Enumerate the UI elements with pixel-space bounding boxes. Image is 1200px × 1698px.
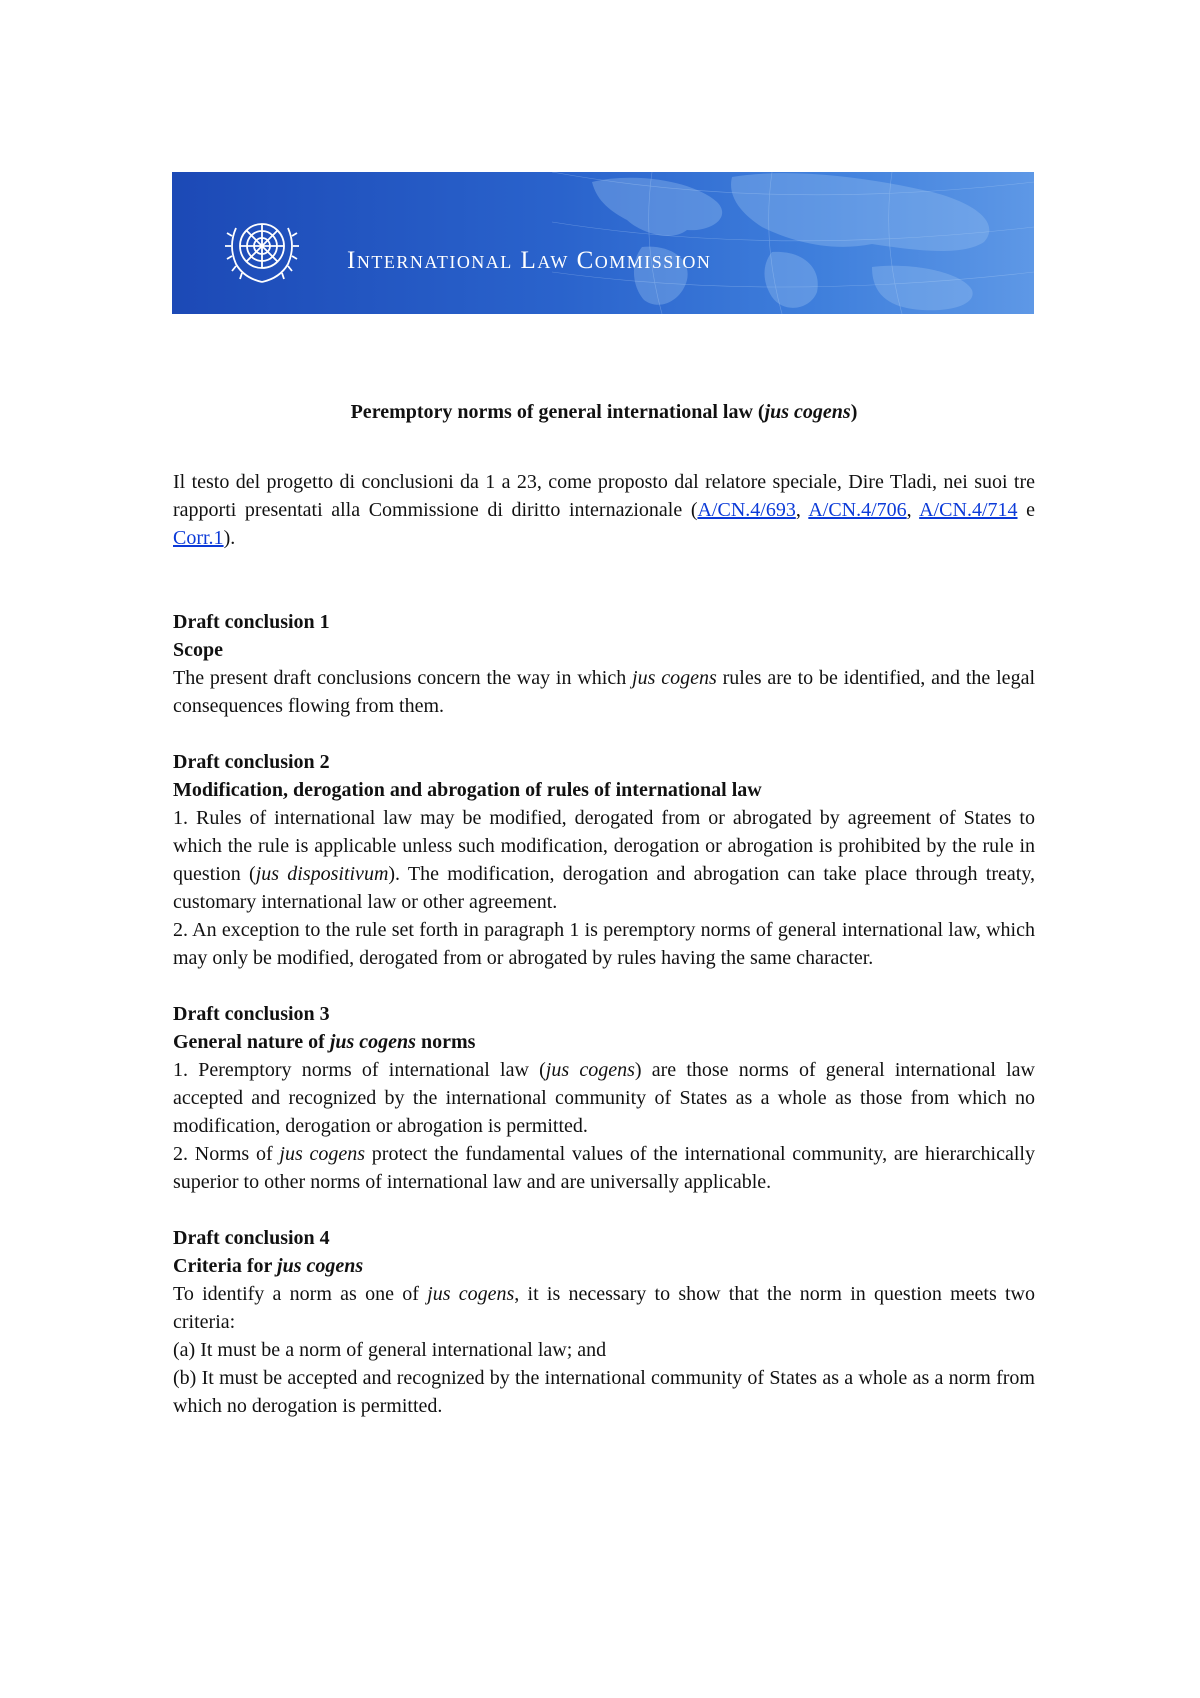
section-subtitle: General nature of jus cogens norms — [173, 1031, 476, 1053]
link-a-cn4-706[interactable]: A/CN.4/706 — [808, 499, 907, 521]
link-a-cn4-714[interactable]: A/CN.4/714 — [919, 499, 1018, 521]
section-subtitle: Criteria for jus cogens — [173, 1255, 364, 1277]
draft-conclusion-2 — [173, 748, 1035, 972]
section-subtitle: Modification, derogation and abrogation of rules of international law — [173, 779, 762, 801]
draft-conclusion-4 — [173, 1224, 1035, 1420]
section-heading: Draft conclusion 3 — [173, 1003, 330, 1025]
section-heading: Draft conclusion 1 — [173, 611, 330, 633]
section-paragraph: The present draft conclusions concern the way in which jus cogens rules are to be identified, and the legal consequences flowing from them. — [173, 667, 1035, 717]
section-subtitle: Scope — [173, 639, 223, 661]
section-paragraph: (b) It must be accepted and recognized by the international community of States as a whole as a norm from which no derogation is permitted. — [173, 1367, 1035, 1417]
draft-conclusion-1 — [173, 608, 1035, 720]
document-body — [173, 398, 1035, 1448]
section-paragraph: 2. Norms of jus cogens protect the fundamental values of the international community, are hierarchically superior to other norms of international law and are universally applicable. — [173, 1143, 1035, 1193]
draft-conclusion-3 — [173, 1000, 1035, 1196]
section-heading: Draft conclusion 4 — [173, 1227, 330, 1249]
document-title: Peremptory norms of general international law (jus cogens) — [350, 401, 858, 423]
link-a-cn4-693[interactable]: A/CN.4/693 — [697, 499, 796, 521]
section-paragraph: To identify a norm as one of jus cogens, it is necessary to show that the norm in question meets two criteria: — [173, 1283, 1035, 1333]
section-paragraph: 1. Rules of international law may be modified, derogated from or abrogated by agreement of States to which the rule is applicable unless such modification, derogation or abrogation is prohibited by the rule in question (jus dispositivum). The modification, derogation and abrogation can take place through treaty, customary international law or other agreement. — [173, 807, 1036, 913]
intro-paragraph: Il testo del progetto di conclusioni da 1 a 23, come proposto dal relatore speciale, Dire Tladi, nei suoi tre rapporti presentati alla Commissione di diritto internazionale (A/CN.4/693, A/CN.4/706, A/CN.4/714 e Corr.1). — [173, 471, 1035, 549]
section-paragraph: 1. Peremptory norms of international law (jus cogens) are those norms of general international law accepted and recognized by the international community of States as a whole as those from which no modification, derogation or abrogation is permitted. — [173, 1059, 1035, 1137]
ilc-banner — [172, 172, 1034, 314]
section-paragraph: (a) It must be a norm of general international law; and — [173, 1339, 607, 1361]
section-paragraph: 2. An exception to the rule set forth in paragraph 1 is peremptory norms of general international law, which may only be modified, derogated from or abrogated by rules having the same character. — [173, 919, 1035, 969]
link-corr1[interactable]: Corr.1 — [173, 527, 224, 549]
section-heading: Draft conclusion 2 — [173, 751, 330, 773]
banner-title: International Law Commission — [347, 247, 712, 274]
un-emblem-icon — [222, 206, 302, 286]
